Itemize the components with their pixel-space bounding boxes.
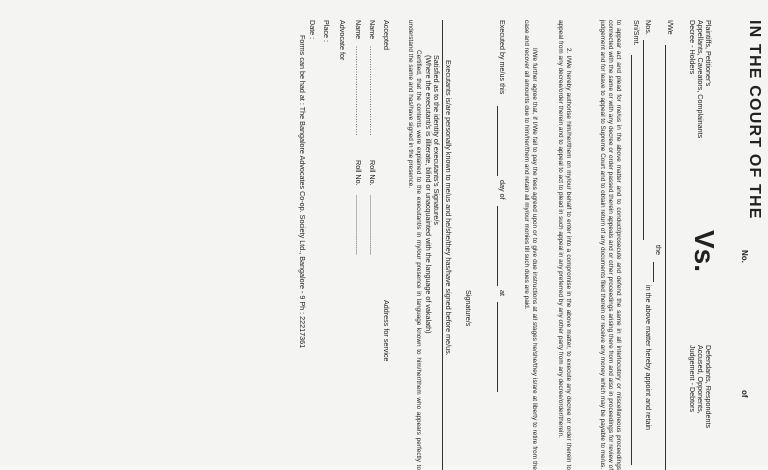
executed-place-line <box>497 302 498 392</box>
roll-no-label-2: Roll No. <box>354 160 363 186</box>
right-party-block <box>688 345 712 428</box>
satisfied-text: Satisfied as to the identity of executants's Signature/s <box>432 55 441 225</box>
roll-no-label-1: Roll No. <box>368 160 377 186</box>
right-party-line-2: Accused, Opponents, <box>696 345 705 414</box>
date-label: Date : <box>308 20 317 40</box>
executed-day-line <box>497 106 498 176</box>
advocate-for-label: Advocate for <box>338 20 347 61</box>
footer-note: Forms can be had at : The Bangalore Advocates Co-op. Society Ltd., Bangalore - 9 Ph : 22217361 <box>298 35 307 349</box>
name-dots-2: .................................... <box>354 46 363 136</box>
srismt-blank-line <box>631 55 632 465</box>
executants-known-text: Executants is/are personally known to me/us and he/she/they has/have signed before me/us. <box>444 60 453 356</box>
versus-label: Vs. <box>689 230 720 273</box>
the-blank-line <box>653 262 654 282</box>
accepted-label: Accepted <box>382 20 391 50</box>
executants-rule <box>442 20 443 470</box>
srismt-label: Sri/Smt. <box>632 20 641 46</box>
left-party-line-3: Decree - Holders <box>688 20 697 75</box>
nos-blank-line <box>643 40 644 240</box>
the-label: the <box>654 245 663 255</box>
right-party-line-1: Defendants, Respondents <box>704 345 713 429</box>
executed-label: Executed by me/us this <box>498 20 507 95</box>
address-for-service-label: Address for service <box>382 300 391 362</box>
signature-label: Signature/s <box>464 290 473 327</box>
right-party-line-3: Judgement - Debtors <box>688 345 697 413</box>
name-label-1: Name <box>368 20 377 40</box>
day-of-label: day of <box>498 180 507 200</box>
certified-paragraph: Certified, that the contents were explained to the executant/s in my/our presence in language known to him/her/them who appears perfectly to understand the same and has/have signed in the presence. <box>406 20 422 470</box>
left-party-line-2: Appellants, Caveators, Complainants <box>696 20 705 139</box>
left-party-line-1: Plaintiffs, Petitioner's <box>704 20 713 87</box>
iwe-label: I/We <box>666 20 675 35</box>
appoint-text: in the above matter hereby appoint and retain <box>644 285 653 431</box>
place-label: Place : <box>322 20 331 42</box>
roll-no-dots-1: .............................. <box>368 195 377 255</box>
authority-paragraph-1: to appear act and plead for me/us in the above matter and to conduct/prosecute and defend the same in all interlocutory or miscellaneous proceedings connected with the same or with any decree or order passed therein appeals and or other proceedings arising there from and also in proceedings for review of judgement and for leave to appeal to Supreme Court and to obtain return of any documents filed therein or receive any money which may be payable to me/us. <box>598 20 622 470</box>
authority-paragraph-3: I/We further agree that, if I/We fail to pay the fees agreed upon or to give due instructions at all stages he/she/they is/are at liberty to retire from the case and recover all amounts due to him/her/them and retain all my/our monies till such dues are paid. <box>522 20 538 470</box>
case-no-label: No. <box>740 250 749 263</box>
at-label: at <box>498 290 507 296</box>
name-dots-1: .................................... <box>368 46 377 136</box>
left-party-block <box>688 20 712 138</box>
nos-label: Nos. <box>644 20 653 35</box>
case-of-label: of <box>740 390 749 398</box>
illiterate-note: (Where the executant/s is illiterate, blind or unacquainted with the language of vakalath) <box>424 55 433 334</box>
court-heading: IN THE COURT OF THE <box>746 20 763 220</box>
executed-month-line <box>497 206 498 286</box>
authority-paragraph-2: 2. I/We hereby authorise him/her/them on my/our behalf to enter into a compromise in the above matter, to execute any decree or order therein to appeal from any decree/order therein and to appeal to act to plead in such appeal in any preferred by any other party from any decree/order/therein. <box>556 20 572 470</box>
roll-no-dots-2: .............................. <box>354 195 363 255</box>
name-label-2: Name <box>354 20 363 40</box>
iwe-blank-line <box>665 45 666 470</box>
